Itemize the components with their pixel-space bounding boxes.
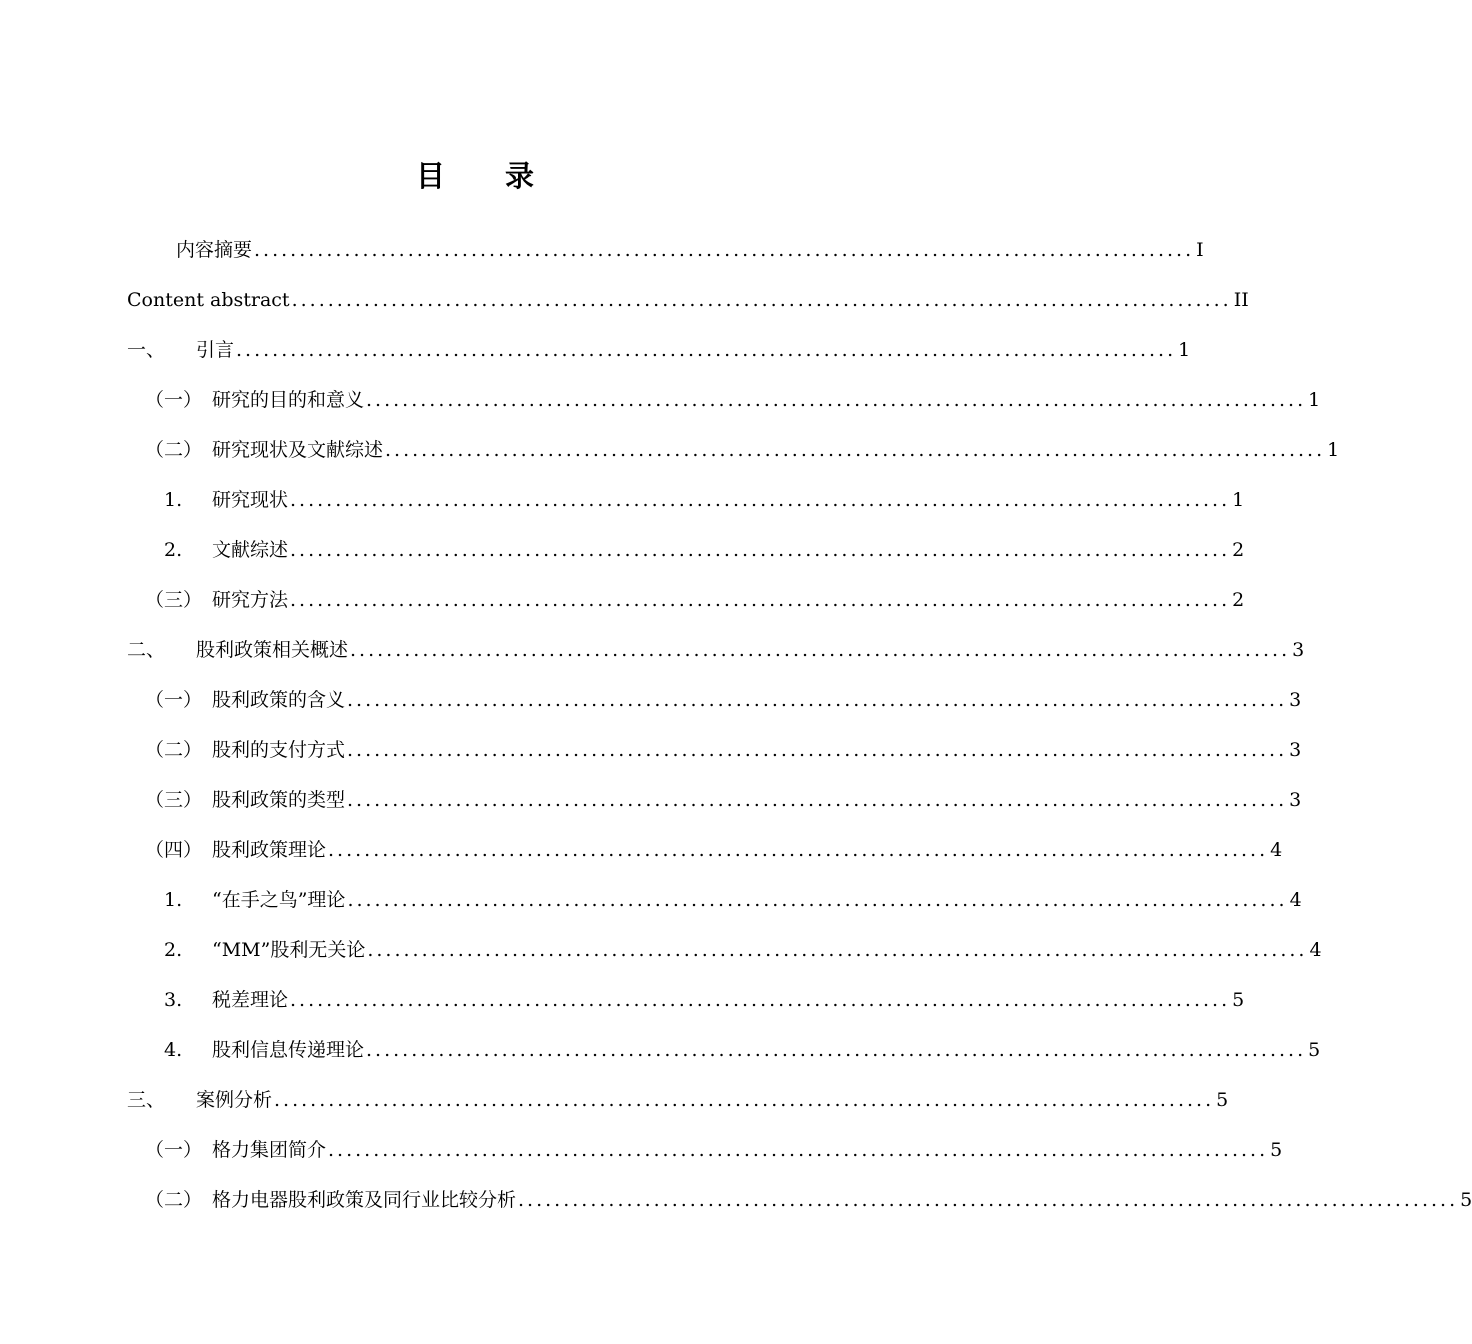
toc-leader-dots: ........................................................................................................: [366, 389, 1307, 411]
toc-leader-dots: ........................................................................................................: [236, 339, 1177, 361]
toc-entry[interactable]: [0, 732, 1302, 768]
toc-entry-number: 3.: [164, 989, 183, 1011]
toc-leader-dots: ........................................................................................................: [366, 1039, 1307, 1061]
toc-leader-dots: ........................................................................................................: [328, 1139, 1269, 1161]
toc-entry-label: 股利政策的含义: [212, 689, 346, 711]
toc-entry-label: 股利政策理论: [212, 839, 327, 861]
toc-entry-label: 引言: [196, 339, 235, 361]
toc-page-number: 4: [1289, 889, 1302, 911]
toc-leader-dots: ........................................................................................................: [347, 689, 1288, 711]
toc-entry[interactable]: [0, 1032, 1321, 1068]
toc-page-number: 3: [1289, 689, 1302, 711]
toc-entry-label: “MM”股利无关论: [212, 939, 366, 961]
toc-entry-number: 2.: [164, 539, 183, 561]
toc-entry-label: “在手之鸟”理论: [212, 889, 346, 911]
toc-entry-number: （二）: [145, 739, 203, 761]
toc-entry-label: 内容摘要: [176, 239, 253, 261]
toc-entry-number: （三）: [145, 789, 203, 811]
toc-page-number: 4: [1309, 939, 1322, 961]
toc-page-number: 1: [1178, 339, 1191, 361]
toc-entry[interactable]: [0, 282, 1249, 318]
toc-page-number: II: [1233, 289, 1249, 311]
toc-leader-dots: ........................................................................................................: [350, 639, 1291, 661]
toc-entry[interactable]: [0, 782, 1302, 818]
page-title: [0, 158, 950, 194]
toc-page-number: 5: [1308, 1039, 1321, 1061]
toc-entry[interactable]: [0, 1182, 1472, 1218]
toc-entry[interactable]: [0, 582, 1245, 618]
toc-entry-label: 股利政策的类型: [212, 789, 346, 811]
toc-page-number: 4: [1270, 839, 1283, 861]
toc-entry-number: 三、: [127, 1089, 166, 1111]
toc-entry-number: 一、: [127, 339, 166, 361]
toc-entry[interactable]: [0, 432, 1340, 468]
toc-entry[interactable]: [0, 932, 1322, 968]
toc-page-number: 3: [1289, 739, 1302, 761]
title-char-1: 目: [415, 159, 445, 193]
toc-entry-label: 研究现状及文献综述: [212, 439, 384, 461]
toc-entry-label: 股利政策相关概述: [196, 639, 349, 661]
toc-entry[interactable]: [0, 982, 1245, 1018]
toc-entry-number: 1.: [164, 889, 183, 911]
toc-entry-number: 1.: [164, 489, 183, 511]
toc-entry-label: 格力集团简介: [212, 1139, 327, 1161]
toc-entry-number: （一）: [145, 689, 203, 711]
toc-entry-number: （二）: [145, 1189, 203, 1211]
toc-page-number: 2: [1232, 589, 1245, 611]
toc-page-number: 1: [1308, 389, 1321, 411]
toc-leader-dots: ........................................................................................................: [385, 439, 1326, 461]
toc-entry[interactable]: [0, 1132, 1283, 1168]
toc-leader-dots: ........................................................................................................: [290, 589, 1231, 611]
toc-leader-dots: ........................................................................................................: [347, 789, 1288, 811]
toc-entry-number: （四）: [145, 839, 203, 861]
toc-leader-dots: ........................................................................................................: [518, 1189, 1459, 1211]
toc-page-number: 5: [1460, 1189, 1472, 1211]
toc-entry[interactable]: [0, 882, 1302, 918]
toc-entry[interactable]: [0, 532, 1245, 568]
toc-entry[interactable]: [0, 832, 1283, 868]
toc-page-number: 1: [1327, 439, 1340, 461]
toc-entry-number: （一）: [145, 1139, 203, 1161]
toc-entry-number: 二、: [127, 639, 166, 661]
toc-entry[interactable]: [0, 232, 1204, 268]
toc-leader-dots: ........................................................................................................: [347, 739, 1288, 761]
toc-entry-label: 研究的目的和意义: [212, 389, 365, 411]
toc-entry[interactable]: [0, 632, 1305, 668]
toc-entry[interactable]: [0, 332, 1191, 368]
toc-leader-dots: ........................................................................................................: [274, 1089, 1215, 1111]
toc-entry-label: Content abstract: [127, 289, 290, 311]
toc-entry[interactable]: [0, 382, 1321, 418]
toc-page-number: 5: [1270, 1139, 1283, 1161]
toc-entry-number: （三）: [145, 589, 203, 611]
toc-entry-number: （一）: [145, 389, 203, 411]
toc-entry-number: 4.: [164, 1039, 183, 1061]
toc-entry-label: 股利的支付方式: [212, 739, 346, 761]
title-char-2: 录: [505, 159, 535, 193]
toc-entry-label: 股利信息传递理论: [212, 1039, 365, 1061]
toc-page-number: I: [1196, 239, 1204, 261]
toc-entry[interactable]: [0, 1082, 1229, 1118]
toc-page-number: 5: [1232, 989, 1245, 1011]
toc-entry-label: 格力电器股利政策及同行业比较分析: [212, 1189, 517, 1211]
toc-leader-dots: ........................................................................................................: [290, 539, 1231, 561]
toc-leader-dots: ........................................................................................................: [367, 939, 1308, 961]
toc-page-number: 3: [1289, 789, 1302, 811]
toc-leader-dots: ........................................................................................................: [291, 289, 1232, 311]
toc-page-number: 5: [1216, 1089, 1229, 1111]
toc-page-number: 2: [1232, 539, 1245, 561]
toc-leader-dots: ........................................................................................................: [347, 889, 1288, 911]
toc-page-number: 3: [1292, 639, 1305, 661]
toc-leader-dots: ........................................................................................................: [254, 239, 1195, 261]
toc-page-number: 1: [1232, 489, 1245, 511]
toc-entry-label: 文献综述: [212, 539, 289, 561]
toc-leader-dots: ........................................................................................................: [290, 989, 1231, 1011]
toc-entry[interactable]: [0, 682, 1302, 718]
toc-entry-label: 研究现状: [212, 489, 289, 511]
toc-entry-number: （二）: [145, 439, 203, 461]
toc-entry[interactable]: [0, 482, 1245, 518]
toc-entry-number: 2.: [164, 939, 183, 961]
toc-entry-label: 案例分析: [196, 1089, 273, 1111]
toc-leader-dots: ........................................................................................................: [290, 489, 1231, 511]
toc-leader-dots: ........................................................................................................: [328, 839, 1269, 861]
toc-entry-label: 税差理论: [212, 989, 289, 1011]
toc-entry-label: 研究方法: [212, 589, 289, 611]
